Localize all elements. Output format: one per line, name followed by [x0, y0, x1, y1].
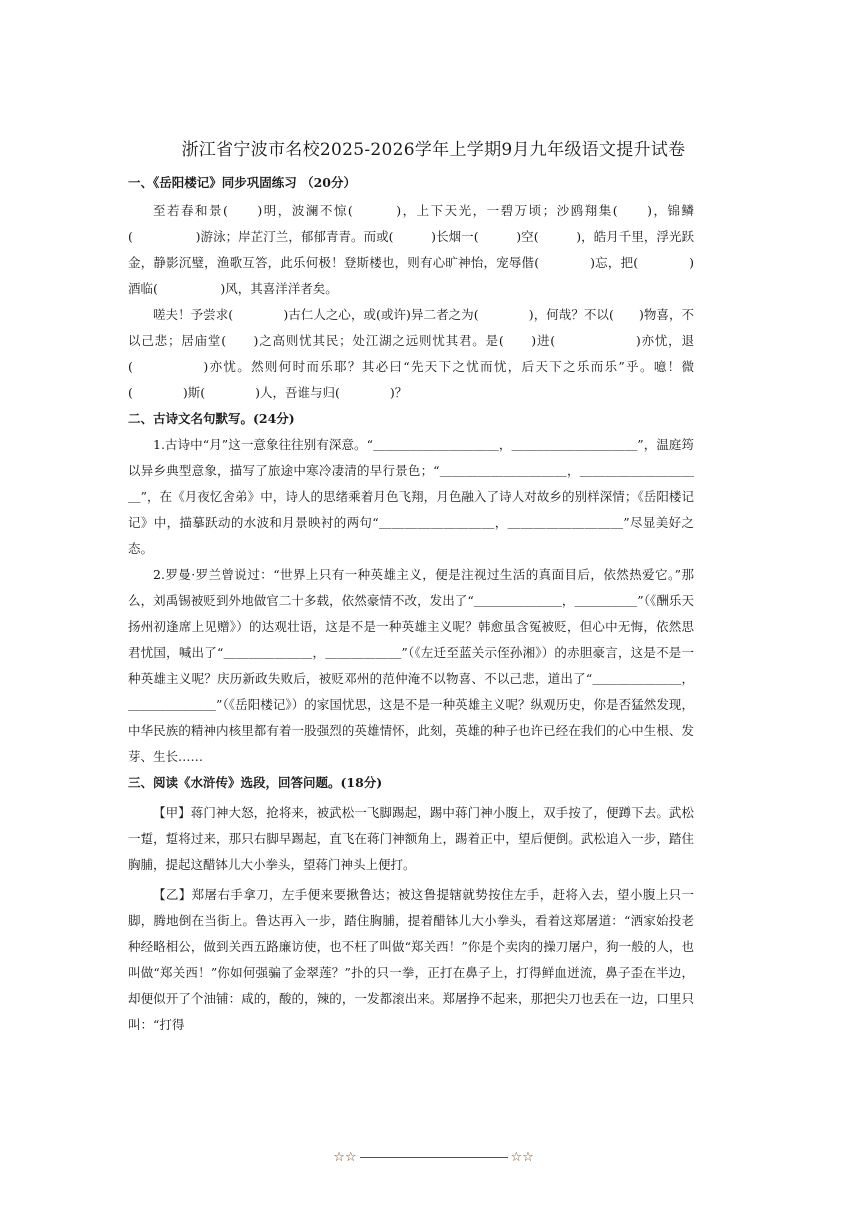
page-title: 浙江省宁波市名校2025-2026学年上学期9月九年级语文提升试卷: [181, 140, 686, 160]
footer-stars-right: ☆☆: [510, 1150, 534, 1165]
section-2-heading: 二、古诗文名句默写。(24分): [128, 411, 295, 426]
section-2-question-1: 1.古诗中“月”这一意象往往别有深意。“＿＿＿＿＿＿＿＿＿＿，＿＿＿＿＿＿＿＿＿＿”，温庭筠以异乡典型意象，描写了旅途中寒冷凄清的早行景色；“＿＿＿＿＿＿＿＿＿＿，＿＿＿＿＿＿＿＿＿＿”，在《月夜忆舍弟》中，诗人的思绪乘着月色飞翔，月色融入了诗人对故乡的别样深情；《岳阳楼记记》中，描摹跃动的水波和月景映衬的两句“＿＿＿＿＿＿＿＿＿，＿＿＿＿＿＿＿＿＿”尽显美好之态。: [128, 437, 694, 556]
footer-stars-left: ☆☆: [333, 1150, 357, 1165]
section-3-heading: 三、阅读《水浒传》选段，回答问题。(18分): [128, 775, 383, 790]
section-1-paragraph-1: 至若春和景( )明，波澜不惊( )，上下天光，一碧万顷；沙鸥翔集( )，锦鳞( )游泳；岸芷汀兰，郁郁青青。而或( )长烟一( )空( )，皓月千里，浮光跃金，静影沉璧，渔歌互答，此乐何极！登斯楼也，则有心旷神怡，宠辱偕( )忘，把( )酒临( )风，其喜洋洋者矣。: [128, 203, 694, 296]
document-body: [128, 170, 694, 1038]
page-footer-ornament: [0, 1150, 867, 1165]
reading-passage-yi: 【乙】郑屠右手拿刀，左手便来要揪鲁达；被这鲁提辖就势按住左手，赶将入去，望小腹上只一脚，腾地倒在当街上。鲁达再入一步，踏住胸脯，提着醋钵儿大小拳头，看着这郑屠道：“洒家始投老种经略相公，做到关西五路廉访使，也不枉了叫做“郑关西！”你是个卖肉的操刀屠户，狗一般的人，也叫做“郑关西！”你如何强骗了金翠莲？”扑的只一拳，正打在鼻子上，打得鲜血迸流，鼻子歪在半边，却便似开了个油铺：咸的，酸的，辣的，一发都滚出来。郑屠挣不起来，那把尖刀也丢在一边，口里只叫：“打得: [128, 887, 694, 1032]
section-1-heading: 一、《岳阳楼记》同步巩固练习 （20分）: [128, 175, 356, 190]
reading-passage-jia: 【甲】蒋门神大怒，抢将来，被武松一飞脚踢起，踢中蒋门神小腹上，双手按了，便蹲下去。武松一踅，踅将过来，那只右脚早踢起，直飞在蒋门神额角上，踢着正中，望后便倒。武松追入一步，踏住胸脯，提起这醋钵儿大小拳头，望蒋门神头上便打。: [128, 805, 694, 872]
section-2-question-2: 2.罗曼·罗兰曾说过：“世界上只有一种英雄主义，便是注视过生活的真面目后，依然热爱它。”那么，刘禹锡被贬到外地做官二十多载，依然豪情不改，发出了“＿＿＿＿＿＿＿，＿＿＿＿＿”（《酬乐天扬州初逢席上见赠》）的达观壮语，这是不是一种英雄主义呢？韩愈虽含冤被贬，但心中无悔，依然思君忧国，喊出了“＿＿＿＿＿＿＿，＿＿＿＿＿＿”（《左迁至蓝关示侄孙湘》）的赤胆豪言，这是不是一种英雄主义呢？庆历新政失败后，被贬邓州的范仲淹不以物喜、不以己悲，道出了“＿＿＿＿＿＿＿，＿＿＿＿＿＿＿”（《岳阳楼记》）的家国忧思，这是不是一种英雄主义呢？纵观历史，你是否猛然发现，中华民族的精神内核里都有着一股强烈的英雄情怀，此刻，英雄的种子也许已经在我们的心中生根、发芽、生长……: [128, 567, 694, 764]
footer-divider-line: [360, 1157, 508, 1158]
section-1-paragraph-2: 嗟夫！予尝求( )古仁人之心，或(或许)异二者之为( )，何哉？不以( )物喜，不以己悲；居庙堂( )之高则忧其民；处江湖之远则忧其君。是( )进( )亦忧，退( )亦忧。然则何时而乐耶？其必曰“先天下之忧而忧，后天下之乐而乐”乎。噫！微( )斯( )人，吾谁与归( )？: [128, 307, 694, 400]
